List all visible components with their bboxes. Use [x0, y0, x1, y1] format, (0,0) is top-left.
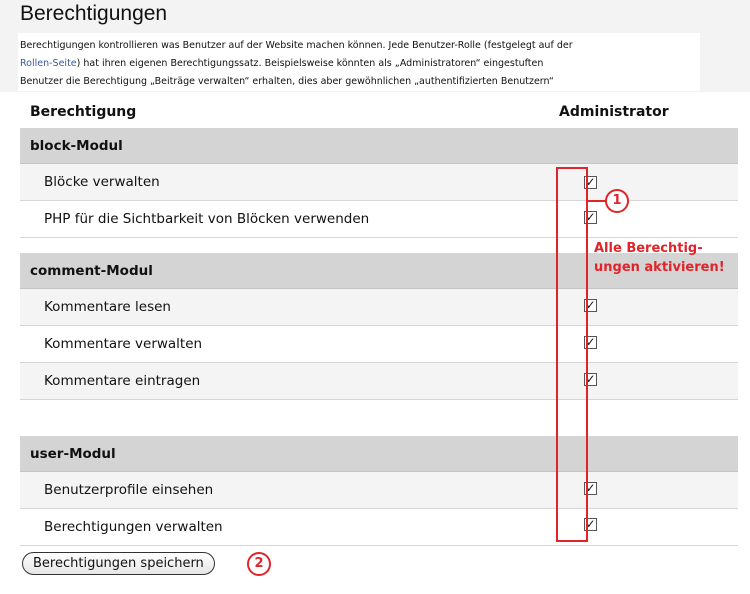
permission-label: Kommentare verwalten: [44, 336, 203, 352]
column-header-administrator: Administrator: [559, 104, 669, 120]
save-permissions-button[interactable]: Berechtigungen speichern: [22, 552, 215, 575]
permission-row: [20, 472, 738, 509]
column-header-permission: Berechtigung: [30, 104, 137, 120]
permission-row: [20, 289, 738, 326]
module-name: block-Modul: [30, 137, 123, 154]
intro-line-1: Berechtigungen kontrollieren was Benutzer auf der Website machen können. Jede Benutzer-Rolle (festgelegt auf der: [20, 40, 573, 51]
module-name: user-Modul: [30, 445, 116, 462]
administrator-checkbox[interactable]: ✓: [585, 517, 596, 531]
administrator-checkbox[interactable]: ✓: [585, 372, 596, 386]
administrator-checkbox[interactable]: ✓: [585, 298, 596, 312]
module-name: comment-Modul: [30, 262, 153, 279]
annotation-note-line-2: ungen aktivieren!: [594, 260, 725, 275]
administrator-checkbox[interactable]: ✓: [585, 335, 596, 349]
administrator-checkbox[interactable]: ✓: [585, 481, 596, 495]
permission-label: PHP für die Sichtbarkeit von Blöcken verwenden: [44, 211, 370, 227]
roles-page-link[interactable]: Rollen-Seite: [20, 58, 77, 69]
annotation-marker-2: 2: [247, 552, 271, 576]
permission-label: Berechtigungen verwalten: [44, 519, 223, 535]
permission-row: [20, 509, 738, 546]
administrator-checkbox[interactable]: ✓: [585, 175, 596, 189]
permission-label: Kommentare lesen: [44, 299, 171, 315]
permission-label: Kommentare eintragen: [44, 373, 201, 389]
permission-row: [20, 326, 738, 363]
module-row-user: [20, 436, 738, 472]
annotation-marker-1: 1: [605, 189, 629, 213]
section-spacer: [20, 401, 738, 437]
page-title: Berechtigungen: [20, 2, 168, 25]
intro-line-3: Benutzer die Berechtigung „Beiträge verwalten“ erhalten, dies aber gewöhnlichen „authentifizierten Benutzern“: [20, 76, 554, 87]
permission-label: Blöcke verwalten: [44, 174, 160, 190]
module-row-block: [20, 128, 738, 164]
permission-row: [20, 363, 738, 400]
administrator-checkbox[interactable]: ✓: [585, 210, 596, 224]
permission-row: [20, 201, 738, 238]
permission-row: [20, 164, 738, 201]
intro-text: [20, 37, 710, 91]
annotation-note: [594, 239, 750, 277]
annotation-note-line-1: Alle Berechtig-: [594, 241, 703, 256]
permission-label: Benutzerprofile einsehen: [44, 482, 214, 498]
intro-line-2: Rollen-Seite) hat ihren eigenen Berechtigungssatz. Beispielsweise könnten als „Administratoren“ eingestuften: [20, 58, 544, 69]
annotation-connector-line: [588, 200, 606, 202]
